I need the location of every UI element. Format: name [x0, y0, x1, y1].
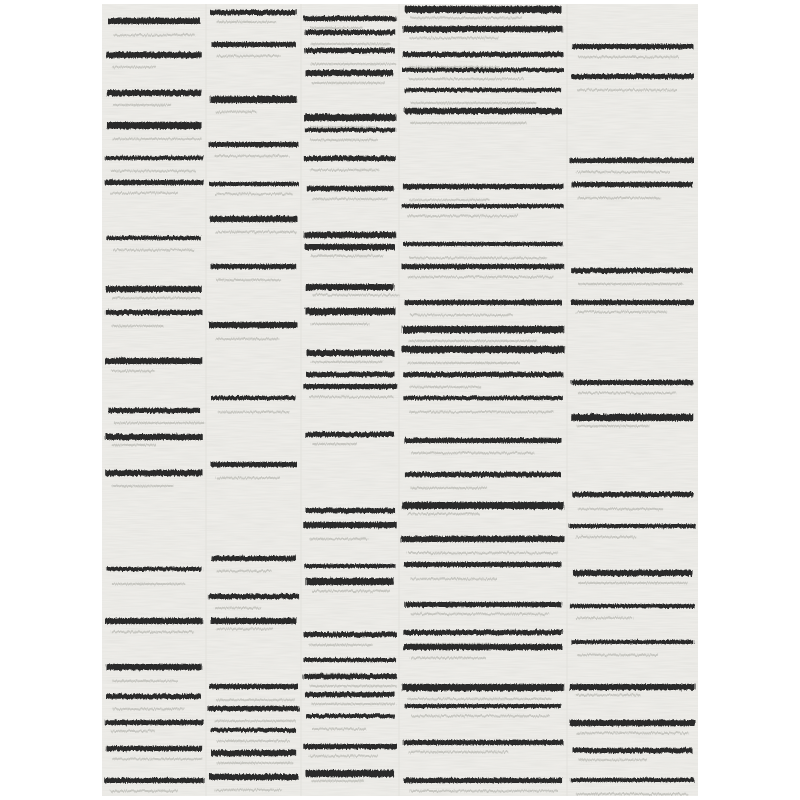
dark-stripe [209, 774, 298, 780]
dark-stripe [209, 142, 299, 147]
dark-stripe [306, 186, 393, 191]
faint-stripe [217, 411, 289, 413]
faint-stripe [408, 215, 519, 217]
dark-stripe [305, 508, 394, 513]
dark-stripe [304, 156, 395, 161]
dark-stripe [306, 372, 393, 377]
faint-stripe [411, 613, 549, 615]
dark-stripe [209, 182, 299, 186]
faint-stripe [309, 27, 362, 29]
dark-stripe [211, 556, 296, 561]
dark-stripe [210, 96, 297, 103]
faint-stripe [111, 730, 155, 732]
dark-stripe [404, 396, 563, 400]
dark-stripe [211, 396, 295, 400]
faint-stripe [215, 789, 282, 791]
faint-stripe [409, 257, 547, 259]
dark-stripe [108, 18, 201, 24]
dark-stripe [106, 664, 201, 670]
faint-stripe [577, 654, 658, 656]
faint-stripe [312, 443, 357, 445]
faint-stripe [578, 56, 679, 58]
faint-stripe [408, 340, 536, 342]
dark-stripe [572, 492, 692, 497]
faint-stripe [577, 311, 668, 313]
dark-stripe [107, 122, 201, 129]
dark-stripe [210, 216, 297, 222]
dark-stripe [303, 16, 396, 21]
dark-stripe [404, 562, 561, 567]
dark-stripe [572, 570, 692, 576]
dark-stripe [306, 578, 394, 585]
dark-stripe [570, 684, 695, 690]
dark-stripe [210, 264, 296, 269]
dark-stripe [403, 740, 564, 745]
faint-stripe [411, 487, 488, 489]
dark-stripe [570, 720, 695, 726]
faint-stripe [112, 485, 173, 487]
faint-stripe [576, 732, 689, 734]
dark-stripe [305, 30, 395, 35]
dark-stripe [106, 286, 203, 292]
dark-stripe [402, 204, 564, 208]
faint-stripe [111, 170, 196, 172]
faint-stripe [217, 570, 271, 572]
faint-stripe [112, 297, 201, 299]
dark-stripe [404, 778, 562, 783]
faint-stripe [311, 43, 391, 45]
dark-stripe [305, 244, 396, 250]
dark-stripe [305, 48, 396, 53]
faint-stripe [411, 715, 551, 717]
faint-stripe [309, 685, 397, 687]
dark-stripe [303, 522, 396, 528]
dark-stripe [105, 358, 202, 364]
dark-stripe [305, 692, 394, 697]
dark-stripe [105, 618, 202, 624]
faint-stripe [310, 169, 379, 171]
dark-stripe [404, 644, 562, 650]
dark-stripe [306, 714, 394, 718]
dark-stripe [569, 524, 696, 528]
dark-stripe [570, 604, 695, 608]
dark-stripe [404, 108, 562, 114]
faint-stripe [216, 279, 281, 281]
faint-stripe [410, 578, 497, 580]
faint-stripe [216, 21, 276, 23]
faint-stripe [309, 538, 367, 540]
dark-stripe [402, 52, 563, 57]
dark-stripe [402, 502, 563, 509]
dark-stripe [108, 408, 200, 413]
faint-stripe [408, 698, 552, 700]
faint-stripe [215, 338, 279, 340]
dark-stripe [402, 326, 564, 333]
faint-stripe [312, 728, 366, 730]
dark-stripe [306, 284, 394, 290]
faint-stripe [216, 111, 257, 113]
faint-stripe [408, 513, 481, 515]
dark-stripe [303, 384, 396, 389]
faint-stripe [311, 255, 384, 257]
faint-stripe [113, 708, 184, 710]
faint-stripe [409, 37, 499, 39]
faint-stripe [113, 249, 194, 251]
dark-stripe [401, 346, 564, 353]
faint-stripe [312, 294, 399, 296]
dark-stripe [304, 128, 396, 132]
dark-stripe [106, 310, 202, 315]
dark-stripe [210, 728, 296, 732]
dark-stripe [306, 70, 394, 76]
faint-stripe [408, 552, 559, 554]
faint-stripe [309, 396, 393, 398]
dark-stripe [211, 750, 296, 756]
faint-stripe [410, 314, 513, 316]
dark-stripe [106, 470, 203, 476]
dark-stripe [402, 536, 565, 542]
faint-stripe [578, 508, 664, 510]
dark-stripe [405, 6, 562, 13]
dark-stripe [305, 350, 394, 356]
dark-stripe [573, 748, 692, 753]
dark-stripe [104, 778, 203, 783]
faint-stripe [111, 370, 154, 372]
faint-stripe [577, 392, 676, 394]
dark-stripe [105, 720, 203, 725]
faint-stripe [409, 199, 489, 201]
faint-stripe [311, 63, 397, 65]
faint-stripe [410, 122, 526, 124]
faint-stripe [216, 740, 289, 742]
dark-stripe [404, 300, 561, 305]
faint-stripe [310, 126, 377, 128]
faint-stripe [579, 759, 647, 761]
dark-stripe [305, 770, 395, 777]
dark-stripe [403, 26, 563, 32]
faint-stripe [111, 192, 178, 194]
faint-stripe [111, 444, 156, 446]
faint-stripe [411, 17, 521, 19]
dark-stripe [571, 380, 693, 385]
dark-stripe [570, 158, 695, 163]
faint-stripe [577, 89, 677, 91]
dark-stripe [402, 264, 564, 269]
faint-stripe [577, 425, 649, 427]
dark-stripe [404, 438, 561, 443]
faint-stripe [217, 762, 294, 764]
dark-stripe [405, 704, 562, 708]
dark-stripe [572, 268, 694, 273]
faint-stripe [216, 231, 297, 233]
dark-stripe [208, 706, 299, 711]
dark-stripe [303, 658, 396, 662]
faint-stripe [312, 82, 385, 84]
dark-stripe [572, 44, 693, 49]
dark-stripe [210, 462, 297, 467]
faint-stripe [408, 66, 499, 68]
dark-stripe [403, 372, 563, 377]
dark-stripe [105, 156, 204, 160]
dark-stripe [209, 322, 298, 328]
dark-stripe [402, 68, 564, 72]
faint-stripe [114, 422, 205, 424]
dark-stripe [570, 778, 694, 782]
dark-stripe [303, 632, 397, 637]
dark-stripe [306, 432, 394, 437]
faint-stripe [407, 362, 520, 364]
faint-stripe [112, 66, 156, 68]
dark-stripe [303, 744, 396, 749]
dark-stripe [106, 746, 202, 751]
dark-stripe [304, 564, 395, 568]
dark-stripe [106, 567, 202, 571]
dark-stripe [304, 232, 395, 238]
faint-stripe [112, 680, 178, 682]
dark-stripe [105, 434, 203, 440]
faint-stripe [576, 171, 669, 173]
faint-stripe [309, 755, 377, 757]
faint-stripe [217, 55, 280, 57]
area-rug [102, 4, 698, 796]
faint-stripe [309, 644, 373, 646]
faint-stripe [114, 34, 196, 36]
faint-stripe [217, 628, 273, 630]
faint-stripe [408, 276, 553, 278]
dark-stripe [107, 236, 202, 240]
dark-stripe [403, 242, 562, 246]
faint-stripe [112, 325, 163, 327]
faint-stripe [410, 452, 534, 454]
dark-stripe [405, 88, 561, 92]
faint-stripe [409, 386, 482, 388]
faint-stripe [113, 104, 171, 106]
dark-stripe [211, 42, 296, 47]
faint-stripe [409, 751, 508, 753]
dark-stripe [303, 674, 396, 679]
dark-stripe [403, 184, 563, 189]
faint-stripe [214, 720, 295, 722]
faint-stripe [311, 361, 382, 363]
dark-stripe [305, 308, 396, 315]
dark-stripe [571, 640, 693, 644]
faint-stripe [311, 323, 369, 325]
dark-stripe [107, 694, 202, 699]
rug-pattern [102, 4, 698, 796]
faint-stripe [410, 790, 557, 792]
faint-stripe [575, 536, 637, 538]
dark-stripe [106, 52, 202, 58]
dark-stripe [571, 414, 694, 421]
faint-stripe [310, 139, 377, 141]
dark-stripe [402, 684, 564, 691]
faint-stripe [408, 78, 524, 80]
dark-stripe [304, 114, 396, 121]
faint-stripe [576, 793, 687, 795]
faint-stripe [311, 780, 364, 782]
faint-stripe [215, 699, 294, 701]
faint-stripe [576, 694, 640, 696]
dark-stripe [107, 90, 201, 96]
faint-stripe [214, 607, 260, 609]
faint-stripe [578, 582, 687, 584]
dark-stripe [405, 602, 561, 607]
faint-stripe [112, 583, 185, 585]
dark-stripe [403, 630, 562, 635]
faint-stripe [311, 703, 395, 705]
dark-stripe [208, 594, 298, 599]
dark-stripe [209, 684, 297, 689]
faint-stripe [216, 477, 280, 479]
faint-stripe [578, 197, 661, 199]
dark-stripe [572, 182, 693, 187]
faint-stripe [215, 155, 289, 157]
dark-stripe [210, 10, 296, 15]
faint-stripe [312, 198, 387, 200]
dark-stripe [571, 300, 695, 305]
faint-stripe [215, 193, 293, 195]
faint-stripe [112, 758, 203, 760]
faint-stripe [411, 102, 536, 104]
faint-stripe [576, 617, 633, 619]
faint-stripe [113, 138, 201, 140]
dark-stripe [211, 618, 297, 624]
dark-stripe [405, 472, 561, 477]
dark-stripe [571, 74, 694, 79]
faint-stripe [111, 631, 194, 633]
faint-stripe [578, 283, 683, 285]
dark-stripe [105, 180, 204, 185]
faint-stripe [110, 790, 178, 792]
faint-stripe [410, 411, 554, 413]
faint-stripe [312, 590, 390, 592]
faint-stripe [410, 657, 486, 659]
